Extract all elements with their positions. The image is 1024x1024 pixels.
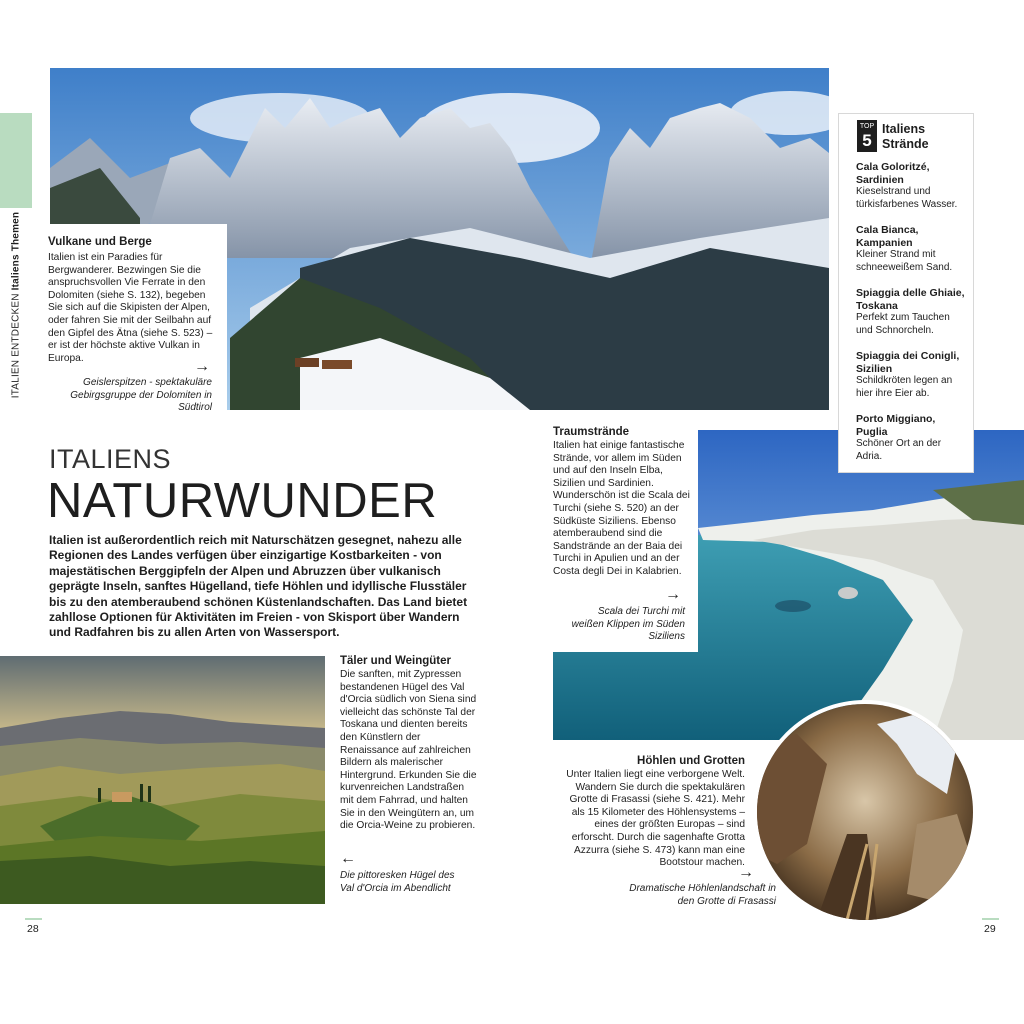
top5-item-name: Porto Miggiano, Puglia — [856, 413, 936, 438]
top5-box — [838, 113, 974, 473]
beaches-arrow-icon: → — [665, 586, 681, 603]
top5-item-2 — [856, 224, 968, 274]
caves-caption: Dramatische Höhlenlandschaft in den Grotte di Frasassi — [629, 883, 776, 907]
headline-kicker: ITALIENS — [49, 444, 172, 474]
side-tab-label-bold: Italiens Themen — [10, 211, 22, 291]
top5-badge-top: TOP — [859, 123, 875, 130]
valleys-arrow-icon: ← — [340, 850, 356, 867]
caves-heading: Höhlen und Grotten — [637, 755, 745, 767]
caves-body: Unter Italien liegt eine verborgene Welt. Wandern Sie durch die spektakulären Grotte di Frasassi (siehe S. 421). Mehr als 15 Kilometer des Höhlensystems – eines der größten Europas – sind erforscht. Durch die sagenhafte Grotta Azzurra (siehe S. 473) kann man eine Bootstour machen. — [566, 769, 745, 869]
top5-item-name: Cala Bianca, Kampanien — [856, 224, 919, 249]
beaches-heading: Traumstrände — [553, 426, 630, 438]
val-dorcia-photo — [0, 656, 325, 904]
mountains-body: Italien ist ein Paradies für Bergwanderer. Bezwingen Sie die anspruchsvollen Vie Ferrate in den Dolomiten (siehe S. 132), begeben Sie sich auf die Skipisten der Alpen, oder fahren Sie mit der Seilbahn auf den Gipfel des Ätna (siehe S. 523) – er ist der höchste aktive Vulkan in Europa. — [48, 252, 213, 364]
caves-arrow-icon: → — [738, 864, 754, 881]
intro-text: Italien ist außerordentlich reich mit Naturschätzen gesegnet, nahezu alle Regionen des Landes verfügen über einzigartige Kostbarkeiten - von majestätischen Berggipfeln der Alpen und Abruzzen über vulkanisch geprägte Inseln, sanftes Hügelland, tiefe Höhlen und idyllische Flusstäler bis zu den atemberaubend schönen Küstenlandschaften. Das Land bietet zahllose Optionen für Aktivitäten im Freien - von Skisport über Wandern und Radfahren bis zu allen Arten von Wassersport. — [49, 533, 468, 640]
side-tab-marker — [0, 113, 32, 208]
top5-item-4 — [856, 350, 968, 400]
top5-item-desc: Kieselstrand und türkisfarbenes Wasser. — [856, 186, 958, 210]
top5-item-name: Spiaggia delle Ghiaie, Toskana — [856, 287, 965, 312]
frasassi-cave-photo — [753, 700, 977, 924]
top5-item-name: Spiaggia dei Conigli, Sizilien — [856, 350, 960, 375]
side-tab-label-light: ITALIEN ENTDECKEN — [10, 293, 22, 399]
page-number-left: 28 — [27, 923, 39, 935]
top5-item-name: Cala Goloritzé, Sardinien — [856, 161, 930, 186]
page-number-rule-left — [25, 918, 42, 920]
top5-title: Italiens Strände — [882, 122, 929, 151]
top5-item-desc: Perfekt zum Tauchen und Schnorcheln. — [856, 312, 950, 336]
mountains-arrow-icon: → — [194, 358, 210, 375]
top5-item-5 — [856, 413, 968, 463]
side-tab-label — [11, 212, 22, 398]
valleys-heading: Täler und Weingüter — [340, 655, 451, 667]
beaches-body: Italien hat einige fantastische Strände, vor allem im Süden und auf den Inseln Elba, Sizilien und Sardinien. Wunderschön ist die Scala dei Turchi (siehe S. 520) an der Südküste Siziliens. Ebenso atemberaubend sind die Sandstrände an der Baia dei Turchi in Apulien und an der Costa degli Dei in Kalabrien. — [553, 440, 690, 577]
top5-item-desc: Schöner Ort an der Adria. — [856, 438, 942, 462]
valleys-caption: Die pittoresken Hügel des Val d'Orcia im Abendlicht — [340, 870, 455, 894]
page-number-rule-right — [982, 918, 999, 920]
mountains-heading: Vulkane und Berge — [48, 236, 152, 248]
valleys-body: Die sanften, mit Zypressen bestandenen Hügel des Val d'Orcia südlich von Siena sind vielleicht das schönste Tal der Toskana und dienten bereits den Künstlern der Renaissance auf zahlreichen Bildern als malerischer Hintergrund. Erkunden Sie die kurvenreichen Landstraßen mit dem Fahrrad, und halten Sie in den Weingütern an, um die Orcia-Weine zu probieren. — [340, 669, 477, 832]
top5-item-1 — [856, 161, 968, 211]
top5-item-3 — [856, 287, 968, 337]
beaches-caption: Scala dei Turchi mit weißen Klippen im Süden Siziliens — [571, 606, 685, 642]
page-title: NATURWUNDER — [47, 474, 438, 528]
page-number-right: 29 — [984, 923, 996, 935]
top5-badge-num: 5 — [862, 131, 872, 150]
top5-badge — [857, 120, 877, 152]
top5-item-desc: Schildkröten legen an hier ihre Eier ab. — [856, 375, 953, 399]
mountains-caption: Geislerspitzen - spektakuläre Gebirgsgruppe der Dolomiten in Südtirol — [70, 377, 212, 413]
top5-item-desc: Kleiner Strand mit schneeweißem Sand. — [856, 249, 953, 273]
